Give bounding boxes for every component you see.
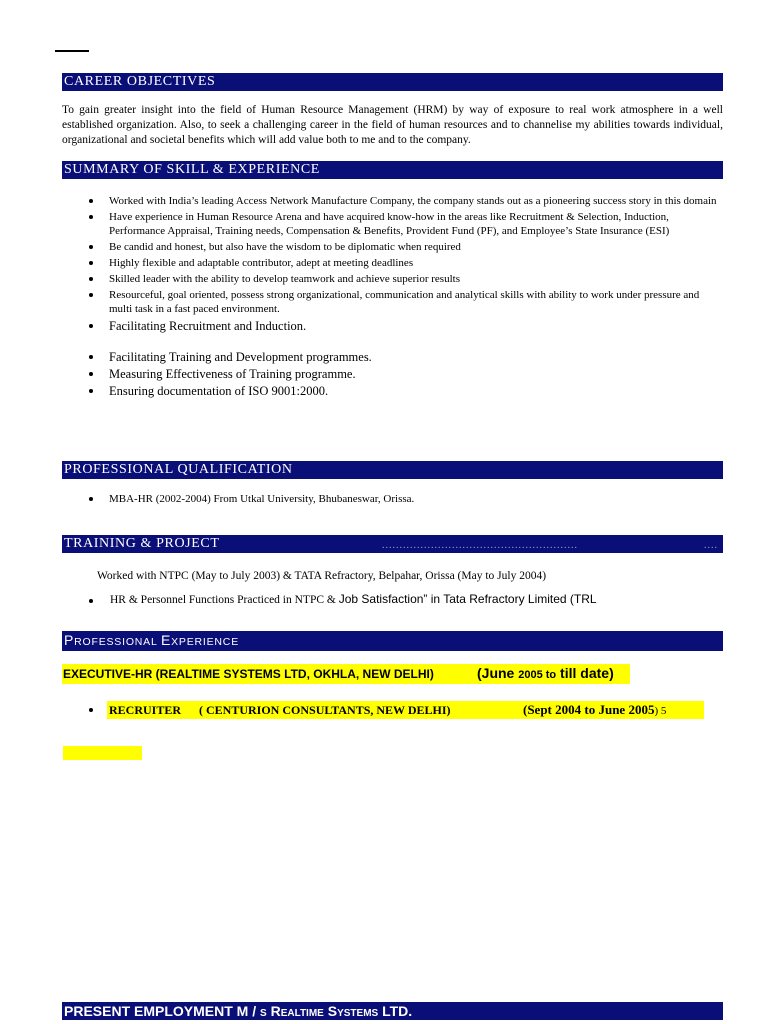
highlight-block: [63, 746, 142, 760]
present-a: PRESENT EMPLOYMENT M /: [64, 1003, 261, 1019]
training-heading: TRAINING & PROJECT: [62, 535, 723, 553]
present-f: YSTEMS: [337, 1008, 379, 1019]
present-d: EALTIME: [280, 1008, 324, 1019]
executive-hr-label: EXECUTIVE-HR (REALTIME SYSTEMS LTD, OKHLA, NEW DELHI): [63, 667, 434, 681]
qualification-list: [88, 492, 724, 508]
experience-heading: [62, 631, 723, 651]
exec-date-b: 2005 to: [518, 669, 557, 681]
present-b: S: [260, 1008, 267, 1019]
present-c: R: [266, 1003, 281, 1019]
training-bullet-part2: Job Satisfaction” in Tata Refractory Limited (TRL: [338, 592, 597, 606]
experience-heading-xperience: XPERIENCE: [171, 636, 239, 648]
skill-item: Measuring Effectiveness of Training programme.: [88, 366, 724, 382]
top-rule: [55, 50, 89, 52]
present-employment-heading: [62, 1002, 723, 1020]
experience-heading-p: P: [64, 632, 75, 648]
exec-date-a: (June: [477, 665, 519, 681]
experience-heading-rofessional: ROFESSIONAL: [74, 636, 158, 648]
training-line: Worked with NTPC (May to July 2003) & TATA Refractory, Belpahar, Orissa (May to July 2004): [97, 570, 547, 582]
recruiter-label: RECRUITER ( CENTURION CONSULTANTS, NEW DELHI): [109, 703, 451, 717]
skills-list: [88, 194, 724, 401]
executive-hr-entry: [62, 664, 630, 684]
training-bullet-text: [110, 592, 597, 607]
skill-item: Resourceful, goal oriented, possess strong organizational, communication and analytical skills with ability to work under pressure and multi task in a fast paced environment.: [88, 288, 724, 316]
experience-heading-e: E: [160, 632, 172, 648]
bullet-dot: [89, 708, 93, 712]
career-objectives-text: To gain greater insight into the field of Human Resource Management (HRM) by way of exposure to real work atmosphere in a well established organization. Also, to seek a challenging career in the field of human resources and to channelise my abilities towards individual, organizational and societal benefits which will add value both to me and to the company.: [62, 104, 723, 146]
skills-heading: SUMMARY OF SKILL & EXPERIENCE: [62, 161, 723, 179]
training-dots: ........................................................: [382, 540, 578, 551]
exec-date-d: ): [609, 665, 614, 681]
skill-item: Highly flexible and adaptable contributor, adept at meeting deadlines: [88, 256, 724, 270]
executive-hr-date: [477, 665, 614, 681]
skill-item: Facilitating Recruitment and Induction.: [88, 318, 724, 334]
bullet-dot: [89, 599, 93, 603]
career-objectives-heading: CAREER OBJECTIVES: [62, 73, 723, 91]
skill-item: Be candid and honest, but also have the wisdom to be diplomatic when required: [88, 240, 724, 254]
training-dots-end: ....: [704, 540, 718, 551]
skill-item: Facilitating Training and Development programmes.: [88, 349, 724, 365]
skill-item: Ensuring documentation of ISO 9001:2000.: [88, 383, 724, 399]
present-e: S: [323, 1003, 338, 1019]
exec-date-c: till date: [556, 665, 610, 681]
training-bullet-part1: HR & Personnel Functions Practiced in NTPC &: [110, 594, 339, 606]
qualification-heading: PROFESSIONAL QUALIFICATION: [62, 461, 723, 479]
qualification-item: MBA-HR (2002-2004) From Utkal University, Bhubaneswar, Orissa.: [88, 492, 724, 506]
rec-date: (Sept 2004 to June 2005: [523, 702, 655, 717]
recruiter-date: [523, 702, 666, 718]
present-g: LTD.: [378, 1003, 413, 1019]
skill-item: Worked with India’s leading Access Network Manufacture Company, the company stands out as a pioneering success story in this domain: [88, 194, 724, 208]
skill-item: Skilled leader with the ability to develop teamwork and achieve superior results: [88, 272, 724, 286]
recruiter-entry: [88, 701, 724, 719]
skill-item: Have experience in Human Resource Arena and have acquired know-how in the areas like Recruitment & Selection, Induction, Performance Appraisal, Training needs, Compensation & Benefits, Provident Fund (PF), and Employee’s State Insurance (ESI): [88, 210, 724, 238]
rec-date-tail: ) 5: [654, 705, 667, 717]
